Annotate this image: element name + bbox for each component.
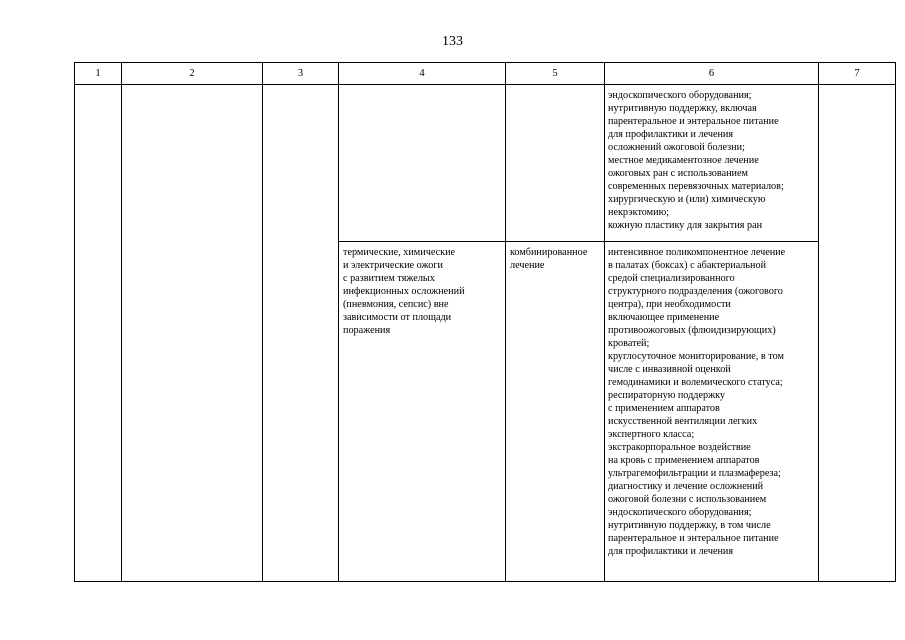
treatment-type-text: комбинированное лечение	[510, 247, 588, 271]
table-header-row	[75, 63, 896, 85]
header-col-5: 5	[506, 63, 605, 85]
cell-text	[339, 85, 505, 89]
header-col-7: 7	[819, 63, 896, 85]
treatment-method-text: интенсивное поликомпонентное лечение в палатах (боксах) с абактериальной средой специализированного структурного подразделения (ожогового центра), при необходимости включающее применение противоожоговых (флюидизирующих) кроватей; круглосуточное мониторирование, в том числе с инвазивной оценкой гемодинамики и волемического статуса; респираторную поддержку с применением аппаратов искусственной вентиляции легких экспертного класса; экстракорпоральное воздействие на кровь с применением аппаратов ультрагемофильтрации и плазмафереза; диагностику и лечение осложнений ожоговой болезни с использованием эндоскопического оборудования; нутритивную поддержку, в том числе парентеральное и энтеральное питание для профилактики и лечения	[608, 247, 786, 557]
header-col-1: 1	[75, 63, 122, 85]
cell-col-5	[506, 85, 605, 242]
cell-col-1	[75, 85, 122, 582]
medical-care-table	[74, 62, 896, 582]
cell-text: эндоскопического оборудования; нутритивную поддержку, включая парентеральное и энтеральное питание для профилактики и лечения осложнений ожоговой болезни; местное медикаментозное лечение ожоговых ран с использованием современных перевязочных материалов; хирургическую и (или) химическую некрэктомию; кожную пластику для закрытия ран	[608, 90, 784, 231]
page-number: 133	[442, 34, 463, 49]
header-col-3: 3	[263, 63, 339, 85]
cell-text	[506, 85, 604, 89]
treatment-type-cell	[506, 242, 605, 582]
treatment-method-cell	[605, 242, 819, 582]
condition-cell	[339, 242, 506, 582]
header-col-2: 2	[122, 63, 263, 85]
header-col-6: 6	[605, 63, 819, 85]
cell-col-2	[122, 85, 263, 582]
header-col-4: 4	[339, 63, 506, 85]
cell-col-6	[605, 85, 819, 242]
condition-text: термические, химические и электрические ожоги с развитием тяжелых инфекционных осложнений (пневмония, сепсис) вне зависимости от площади поражения	[343, 247, 465, 336]
table-row	[75, 85, 896, 242]
cell-col-3	[263, 85, 339, 582]
cell-col-4	[339, 85, 506, 242]
cell-col-7	[819, 85, 896, 582]
